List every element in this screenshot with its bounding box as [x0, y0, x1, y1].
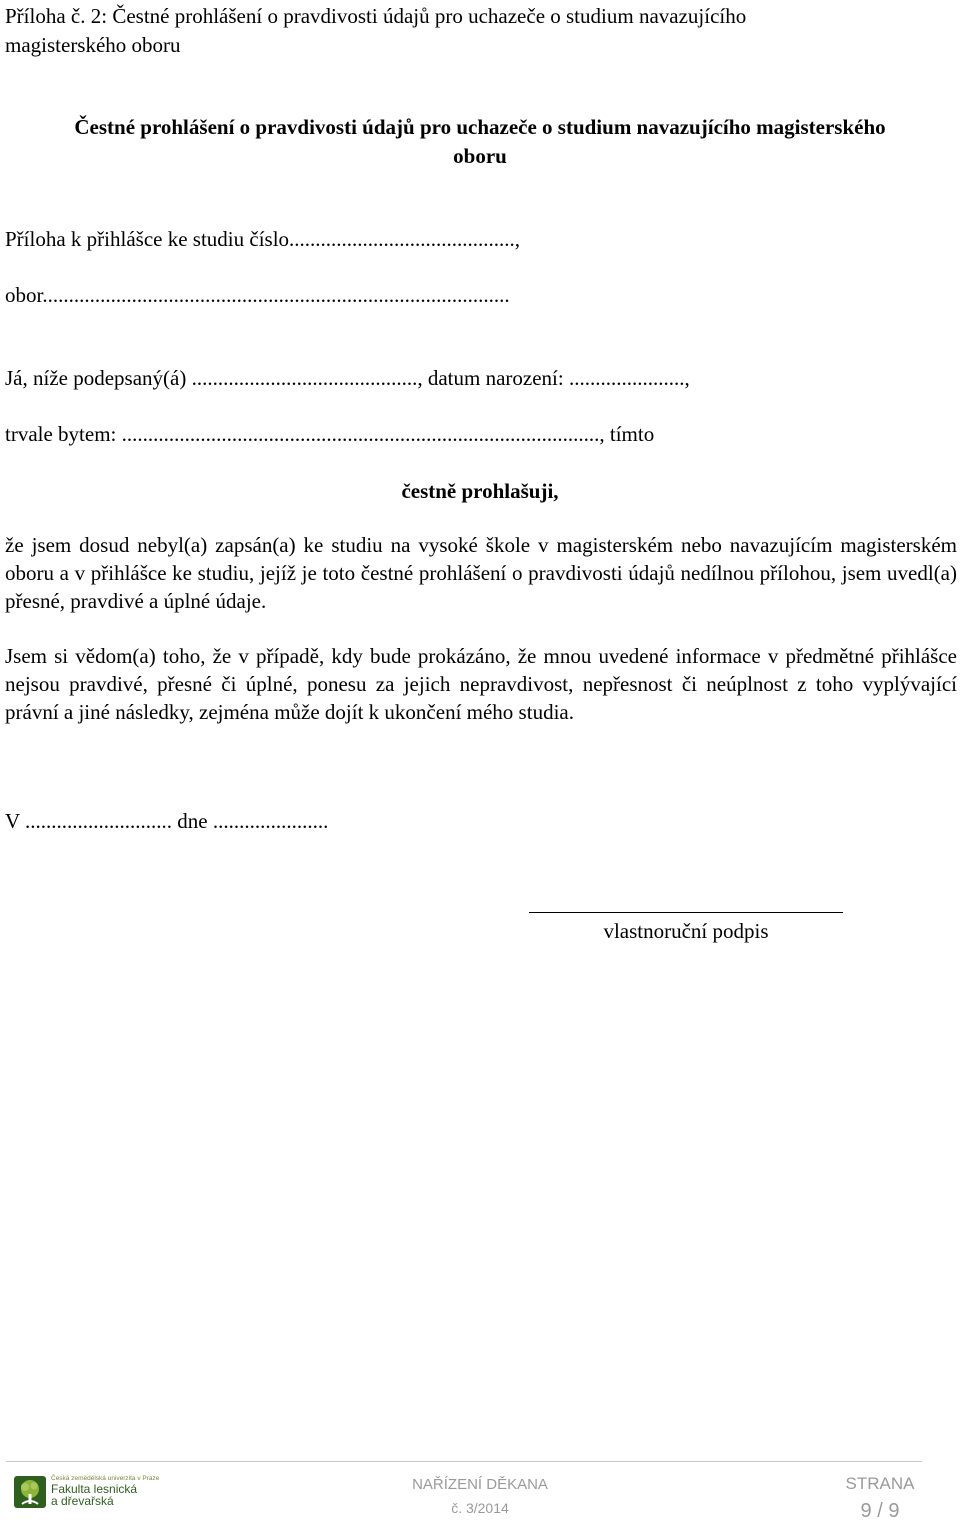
application-number-line: Příloha k přihlášce ke studiu číslo...........................................,: [5, 227, 521, 251]
document-title-line1: Čestné prohlášení o pravdivosti údajů pro uchazeče o studium navazujícího magisterského: [74, 115, 886, 139]
appendix-title-line2: magisterského oboru: [5, 33, 181, 57]
document-title: [5, 113, 955, 171]
signature-line: [529, 912, 843, 913]
document-title-line2: oboru: [453, 144, 507, 168]
footer-divider: [6, 1461, 922, 1462]
tree-logo-icon: [14, 1476, 46, 1508]
field-of-study-line: obor.........................................................................................: [5, 283, 510, 307]
appendix-title-line1: Příloha č. 2: Čestné prohlášení o pravdivosti údajů pro uchazeče o studium navazujícího: [5, 4, 747, 28]
declarant-line: Já, níže podepsaný(á) ..........................................., datum narození: ......................,: [5, 366, 690, 390]
faculty-logo: [14, 1474, 160, 1510]
signature-caption: vlastnoruční podpis: [603, 919, 769, 943]
declaration-paragraph-2: Jsem si vědom(a) toho, že v případě, kdy bude prokázáno, že mnou uvedené informace v předmětné přihlášce nejsou pravdivé, přesné či úplné, ponesu za jejich nepravdivost, nepřesnost či neúplnost z toho vyplývající právní a jiné následky, zejména může dojít k ukončení mého studia.: [5, 644, 957, 724]
appendix-title: [5, 2, 905, 60]
declaration-paragraph-1: že jsem dosud nebyl(a) zapsán(a) ke studiu na vysoké škole v magisterském nebo navazujícím magisterském oboru a v přihlášce ke studiu, jejíž je toto čestné prohlášení o pravdivosti údajů nedílnou přílohou, jsem uvedl(a) přesné, pravdivé a úplné údaje.: [5, 533, 957, 613]
place-date-line: V ............................ dne ......................: [5, 809, 329, 833]
footer-decree-number: č. 3/2014: [451, 1500, 509, 1516]
logo-faculty-name: [51, 1483, 137, 1507]
logo-faculty-line2: a dřevařská: [51, 1494, 114, 1508]
residence-line: trvale bytem: ..........................................................................................., tímto: [5, 422, 655, 446]
footer-page-label: STRANA: [845, 1474, 915, 1493]
footer-decree-label: NAŘÍZENÍ DĚKANA: [412, 1476, 548, 1493]
declaration-heading: čestně prohlašuji,: [401, 479, 559, 503]
logo-faculty-line1: Fakulta lesnická: [51, 1482, 138, 1496]
logo-university-name: Česká zemědělská univerzita v Praze: [51, 1475, 160, 1482]
footer-page-number: 9 / 9: [860, 1500, 900, 1522]
